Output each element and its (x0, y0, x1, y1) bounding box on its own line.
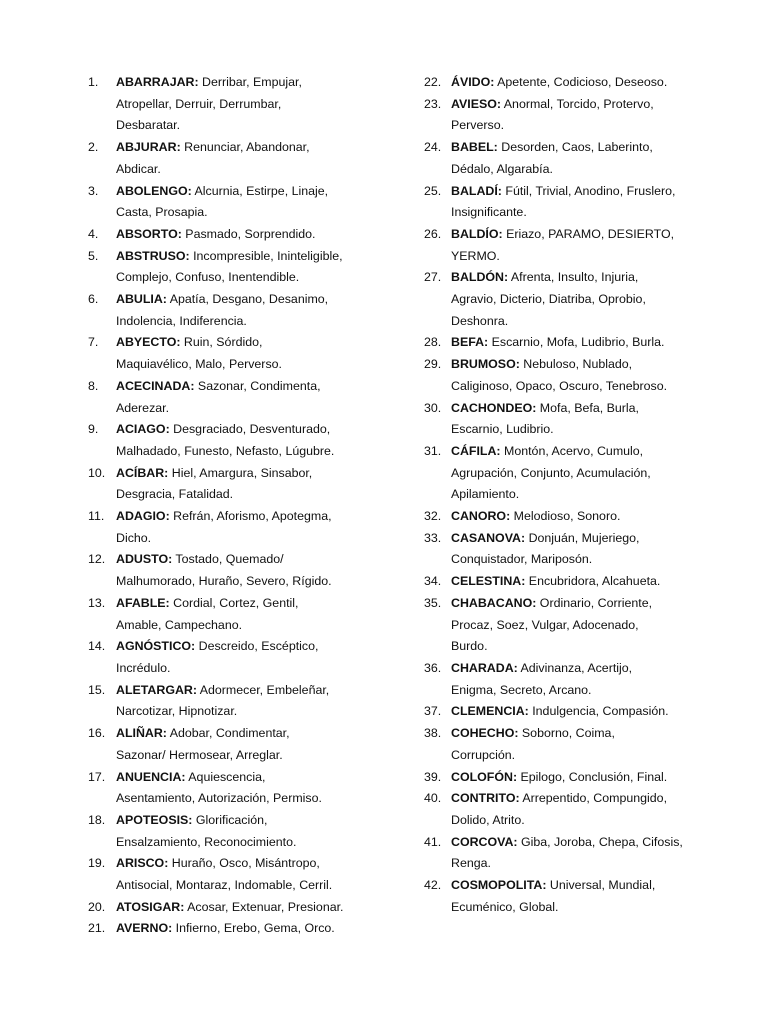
glossary-entry (424, 354, 724, 397)
entry-text (451, 441, 724, 506)
entry-term: CELESTINA: (451, 574, 526, 589)
entry-number: 1. (88, 75, 99, 89)
entry-term: ABJURAR: (116, 140, 181, 155)
entry-number: 16. (88, 726, 106, 741)
entry-term: CONTRITO: (451, 791, 520, 806)
entry-term: CASANOVA: (451, 530, 526, 545)
entry-text (116, 289, 378, 332)
glossary-entry (88, 723, 378, 766)
entry-number: 4. (88, 226, 99, 241)
glossary-entry (424, 72, 724, 94)
entry-term: ACIAGO: (116, 422, 170, 437)
entry-term: BALDÍO: (451, 226, 503, 241)
entry-term: COHECHO: (451, 726, 519, 741)
glossary-entry (88, 680, 378, 723)
glossary-entry (424, 398, 724, 441)
entry-synonyms: Hiel, Amargura, Sinsabor, Desgracia, Fatalidad. (116, 465, 313, 502)
entry-number: 32. (424, 509, 442, 524)
entry-synonyms: Encubridora, Alcahueta. (525, 574, 661, 589)
entry-text (116, 72, 378, 137)
entry-synonyms: Epilogo, Conclusión, Final. (517, 769, 668, 784)
entry-text (116, 506, 378, 549)
entry-synonyms: Giba, Joroba, Chepa, Cifosis, Renga. (451, 834, 683, 871)
entry-number: 9. (88, 422, 99, 437)
entry-synonyms: Cordial, Cortez, Gentil, Amable, Campechano. (116, 595, 299, 632)
entry-synonyms: Apetente, Codicioso, Deseoso. (494, 75, 668, 89)
entry-number: 28. (424, 335, 442, 350)
entry-text (116, 332, 378, 375)
entry-text (451, 398, 724, 441)
glossary-entry (424, 441, 724, 506)
entry-synonyms: Afrenta, Insulto, Injuria, Agravio, Dicterio, Diatriba, Oprobio, Deshonra. (451, 270, 646, 328)
entry-term: ADAGIO: (116, 509, 170, 524)
entry-text (451, 354, 724, 397)
entry-number: 19. (88, 856, 106, 871)
entry-synonyms: Arrepentido, Compungido, Dolido, Atrito. (451, 791, 668, 827)
entry-number: 15. (88, 682, 106, 697)
entry-synonyms: Apatía, Desgano, Desanimo, Indolencia, Indiferencia. (116, 292, 329, 328)
entry-synonyms: Donjuán, Mujeriego, Conquistador, Mariposón. (451, 530, 640, 567)
entry-number: 24. (424, 140, 442, 155)
entry-text (451, 528, 724, 571)
entry-term: ALETARGAR: (116, 682, 197, 697)
glossary-entry (424, 137, 724, 180)
entry-text (451, 875, 724, 918)
entry-number: 26. (424, 226, 442, 241)
entry-term: ATOSIGAR: (116, 899, 185, 914)
entry-synonyms: Descreido, Escéptico, Incrédulo. (116, 639, 319, 675)
entry-term: BRUMOSO: (451, 357, 520, 372)
entry-number: 40. (424, 791, 442, 806)
entry-term: ALIÑAR: (116, 726, 167, 741)
glossary-entry (424, 593, 724, 658)
entry-number: 39. (424, 769, 442, 784)
entry-text (451, 723, 724, 766)
entry-synonyms: Desorden, Caos, Laberinto, Dédalo, Algarabía. (451, 140, 653, 176)
glossary-entry (424, 658, 724, 701)
entry-number: 33. (424, 530, 442, 545)
entry-number: 7. (88, 335, 99, 350)
entry-number: 23. (424, 96, 442, 111)
glossary-entry (88, 506, 378, 549)
entry-synonyms: Escarnio, Mofa, Ludibrio, Burla. (488, 335, 665, 350)
entry-text (116, 246, 378, 289)
entry-synonyms: Indulgencia, Compasión. (528, 704, 669, 719)
entry-synonyms: Derribar, Empujar, Atropellar, Derruir, Derrumbar, Desbaratar. (116, 75, 302, 133)
entry-term: CORCOVA: (451, 834, 518, 849)
entry-synonyms: Adormecer, Embeleñar, Narcotizar, Hipnotizar. (116, 682, 330, 719)
entry-text (451, 658, 724, 701)
glossary-entry (88, 918, 378, 940)
glossary-entry (424, 528, 724, 571)
entry-synonyms: Nebuloso, Nublado, Caliginoso, Opaco, Oscuro, Tenebroso. (451, 357, 668, 393)
entry-term: BALADÍ: (451, 183, 502, 198)
entry-term: CLEMENCIA: (451, 704, 529, 719)
entry-number: 41. (424, 834, 442, 849)
entry-text (116, 593, 378, 636)
entry-text (451, 571, 724, 593)
entry-term: BALDÓN: (451, 270, 509, 285)
glossary-entry (424, 832, 724, 875)
entry-term: ABARRAJAR: (116, 75, 199, 89)
entry-number: 30. (424, 400, 442, 415)
entry-synonyms: Universal, Mundial, Ecuménico, Global. (451, 878, 656, 914)
entry-term: BEFA: (451, 335, 489, 350)
glossary-entry (88, 72, 378, 137)
glossary-entry (88, 767, 378, 810)
entry-term: ABSORTO: (116, 226, 182, 241)
entry-text (451, 593, 724, 658)
entry-term: AGNÓSTICO: (116, 639, 196, 654)
glossary-entry (424, 723, 724, 766)
glossary-entry (88, 463, 378, 506)
entry-number: 18. (88, 812, 106, 827)
entry-text (451, 701, 724, 723)
entry-synonyms: Mofa, Befa, Burla, Escarnio, Ludibrio. (451, 400, 639, 437)
entry-term: CHARADA: (451, 660, 518, 675)
entry-synonyms: Soborno, Coima, Corrupción. (451, 726, 615, 762)
entry-text (451, 332, 724, 354)
entry-number: 3. (88, 183, 99, 198)
entry-synonyms: Montón, Acervo, Cumulo, Agrupación, Conjunto, Acumulación, Apilamiento. (451, 443, 651, 502)
entry-synonyms: Pasmado, Sorprendido. (181, 226, 316, 241)
glossary-entry (424, 267, 724, 332)
entry-number: 29. (424, 357, 442, 372)
entry-synonyms: Infierno, Erebo, Gema, Orco. (172, 921, 335, 936)
entry-text (451, 267, 724, 332)
entry-text (116, 549, 378, 592)
entry-synonyms: Huraño, Osco, Misántropo, Antisocial, Montaraz, Indomable, Cerril. (116, 856, 333, 893)
entry-text (116, 680, 378, 723)
glossary-entry (88, 289, 378, 332)
entry-term: ABSTRUSO: (116, 248, 190, 263)
entry-term: ÁVIDO: (451, 75, 495, 89)
entry-text (116, 376, 378, 419)
entry-term: APOTEOSIS: (116, 812, 193, 827)
entry-text (116, 419, 378, 462)
entry-number: 12. (88, 552, 106, 567)
glossary-entry (88, 224, 378, 246)
entry-number: 21. (88, 921, 106, 936)
entry-number: 10. (88, 465, 106, 480)
entry-synonyms: Melodioso, Sonoro. (510, 509, 621, 524)
entry-text (451, 72, 724, 94)
entry-number: 11. (88, 509, 105, 524)
entry-text (451, 94, 724, 137)
entry-number: 37. (424, 704, 442, 719)
glossary-entry (424, 701, 724, 723)
entry-number: 38. (424, 726, 442, 741)
glossary-entry (424, 788, 724, 831)
entry-term: AFABLE: (116, 595, 170, 610)
entry-text (116, 137, 378, 180)
glossary-entry (88, 593, 378, 636)
entry-number: 20. (88, 899, 106, 914)
entry-text (116, 463, 378, 506)
entry-term: BABEL: (451, 140, 498, 155)
entry-synonyms: Adivinanza, Acertijo, Enigma, Secreto, Arcano. (451, 660, 633, 697)
glossary-entry (88, 419, 378, 462)
entry-number: 27. (424, 270, 442, 285)
entry-text (116, 636, 378, 679)
entry-text (451, 506, 724, 528)
glossary-entry (88, 246, 378, 289)
entry-text (451, 224, 724, 267)
entry-text (451, 788, 724, 831)
glossary-entry (88, 137, 378, 180)
entry-synonyms: Incompresible, Ininteligible, Complejo, Confuso, Inentendible. (116, 248, 343, 285)
entry-term: COLOFÓN: (451, 769, 518, 784)
entry-number: 34. (424, 574, 442, 589)
entry-term: COSMOPOLITA: (451, 878, 547, 893)
entry-term: AVERNO: (116, 921, 173, 936)
entry-synonyms: Alcurnia, Estirpe, Linaje, Casta, Prosapia. (116, 183, 329, 220)
entry-synonyms: Renunciar, Abandonar, Abdicar. (116, 140, 310, 176)
entry-text (116, 918, 378, 940)
entry-number: 14. (88, 639, 106, 654)
entry-text (116, 181, 378, 224)
entry-text (451, 181, 724, 224)
glossary-entry (424, 767, 724, 789)
entry-synonyms: Ruin, Sórdido, Maquiavélico, Malo, Perverso. (116, 335, 282, 372)
entry-text (116, 767, 378, 810)
glossary-entry (424, 332, 724, 354)
glossary-entry (88, 897, 378, 919)
glossary-entry (424, 571, 724, 593)
glossary-entry (424, 875, 724, 918)
glossary-entry (88, 376, 378, 419)
entry-number: 13. (88, 595, 106, 610)
entry-synonyms: Refrán, Aforismo, Apotegma, Dicho. (116, 509, 332, 545)
glossary-entry (88, 549, 378, 592)
entry-synonyms: Acosar, Extenuar, Presionar. (184, 899, 344, 914)
entry-synonyms: Eriazo, PARAMO, DESIERTO, YERMO. (451, 226, 675, 263)
entry-number: 42. (424, 878, 442, 893)
entry-synonyms: Fútil, Trivial, Anodino, Fruslero, Insignificante. (451, 183, 676, 220)
entry-term: ANUENCIA: (116, 769, 186, 784)
glossary-list-left (88, 72, 378, 940)
glossary-entry (88, 181, 378, 224)
glossary-list-right (424, 72, 724, 918)
entry-synonyms: Anormal, Torcido, Protervo, Perverso. (451, 96, 654, 133)
entry-term: ARISCO: (116, 856, 169, 871)
entry-term: CHABACANO: (451, 595, 537, 610)
entry-text (116, 224, 378, 246)
entry-number: 5. (88, 248, 99, 263)
glossary-entry (424, 506, 724, 528)
entry-synonyms: Adobar, Condimentar, Sazonar/ Hermosear, Arreglar. (116, 726, 290, 762)
entry-text (116, 810, 378, 853)
entry-term: ABOLENGO: (116, 183, 192, 198)
entry-text (451, 832, 724, 875)
entry-text (451, 767, 724, 789)
entry-synonyms: Sazonar, Condimenta, Aderezar. (116, 378, 321, 415)
glossary-entry (424, 224, 724, 267)
entry-number: 17. (88, 769, 106, 784)
entry-term: CANORO: (451, 509, 511, 524)
entry-term: ACÍBAR: (116, 465, 169, 480)
entry-term: ABYECTO: (116, 335, 181, 350)
entry-synonyms: Glorificación, Ensalzamiento, Reconocimiento. (116, 812, 297, 849)
entry-term: AVIESO: (451, 96, 502, 111)
entry-text (116, 723, 378, 766)
entry-number: 2. (88, 140, 99, 155)
entry-term: ADUSTO: (116, 552, 173, 567)
entry-term: CÁFILA: (451, 443, 501, 458)
glossary-entry (88, 332, 378, 375)
entry-number: 31. (424, 443, 442, 458)
entry-term: ACECINADA: (116, 378, 195, 393)
entry-term: ABULIA: (116, 292, 167, 307)
entry-synonyms: Desgraciado, Desventurado, Malhadado, Funesto, Nefasto, Lúgubre. (116, 422, 335, 458)
glossary-entry (424, 181, 724, 224)
entry-term: CACHONDEO: (451, 400, 537, 415)
entry-number: 35. (424, 595, 442, 610)
entry-synonyms: Ordinario, Corriente, Procaz, Soez, Vulgar, Adocenado, Burdo. (451, 595, 653, 654)
glossary-entry (88, 810, 378, 853)
entry-number: 36. (424, 660, 442, 675)
entry-number: 25. (424, 183, 442, 198)
entry-number: 8. (88, 378, 99, 393)
entry-text (116, 853, 378, 896)
glossary-entry (88, 853, 378, 896)
glossary-entry (424, 94, 724, 137)
entry-synonyms: Aquiescencia, Asentamiento, Autorización, Permiso. (116, 769, 322, 806)
entry-synonyms: Tostado, Quemado/ Malhumorado, Huraño, Severo, Rígido. (116, 552, 332, 589)
entry-number: 6. (88, 292, 99, 307)
entry-text (451, 137, 724, 180)
glossary-entry (88, 636, 378, 679)
entry-number: 22. (424, 75, 442, 89)
entry-text (116, 897, 378, 919)
